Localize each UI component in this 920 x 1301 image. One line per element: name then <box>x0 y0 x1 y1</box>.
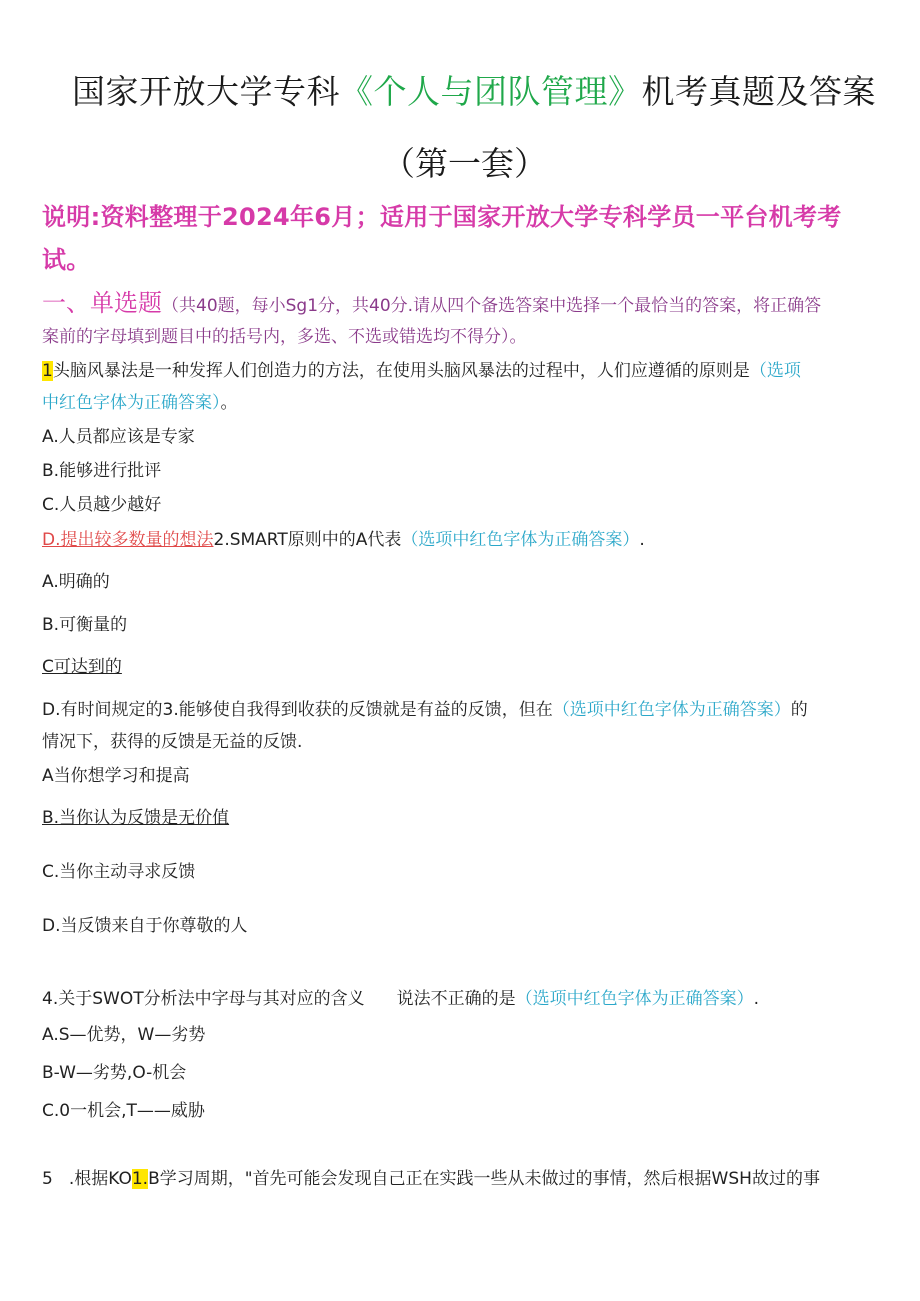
question-4-text-2: 说法不正确的是 <box>396 989 516 1009</box>
question-3-option-a: A当你想学习和提高 <box>42 766 190 786</box>
question-3-option-c: C.当你主动寻求反馈 <box>42 862 196 882</box>
question-1-line-2 <box>42 388 238 413</box>
question-1 <box>42 356 801 381</box>
question-1-text: 头脑风暴法是一种发挥人们创造力的方法，在使用头脑风暴法的过程中，人们应遵循的原则是 <box>52 361 750 381</box>
note-line-1: 说明:资料整理于2024年6月；适用于国家开放大学专科学员一平台机考考 <box>42 203 842 231</box>
page-title <box>72 66 876 113</box>
title-prefix: 国家开放大学专科 <box>72 72 340 111</box>
question-4-end: . <box>753 989 759 1009</box>
question-2-option-a: A.明确的 <box>42 572 110 592</box>
question-2-hint: （选项中红色字体为正确答案） <box>401 530 640 550</box>
question-1-option-c: C.人员越少越好 <box>42 495 162 515</box>
question-4-option-a: A.S—优势，W—劣势 <box>42 1025 206 1045</box>
question-2-option-d: D.有时间规定的 <box>42 700 163 720</box>
question-3-option-d: D.当反馈来自于你尊敬的人 <box>42 916 248 936</box>
section-description-line-2: 案前的字母填到题目中的括号内，多选、不选或错选均不得分）。 <box>42 327 527 347</box>
question-1-option-a: A.人员都应该是专家 <box>42 427 195 447</box>
page-subtitle: （第一套） <box>382 144 547 183</box>
question-4-option-c: C.0一机会,T——威胁 <box>42 1101 205 1121</box>
question-1-number: 1 <box>42 361 53 381</box>
question-2-option-b: B.可衡量的 <box>42 615 128 635</box>
question-5 <box>42 1164 820 1189</box>
question-4-option-b: B-W—劣势,O-机会 <box>42 1063 187 1083</box>
question-2-text: 2.SMART原则中的A代表 <box>213 530 402 550</box>
question-5-highlight: 1. <box>131 1169 149 1189</box>
question-3 <box>42 695 808 720</box>
question-1-hint-2: 中红色字体为正确答案） <box>42 393 221 413</box>
question-1-hint: （选项 <box>749 361 801 381</box>
course-name: 《个人与团队管理》 <box>340 72 642 111</box>
section-heading-row <box>42 283 821 318</box>
note-line-2: 试。 <box>42 246 91 274</box>
question-5-text-b: B学习周期，"首先可能会发现自己正在实践一些从未做过的事情，然后根据WSH故过的事 <box>148 1169 820 1189</box>
question-4-text: 4.关于SWOT分析法中字母与其对应的含义 <box>42 989 365 1009</box>
question-2-end: . <box>639 530 645 550</box>
question-1-option-b: B.能够进行批评 <box>42 461 162 481</box>
section-description: （共40题，每小Sg1分，共40分.请从四个备选答案中选择一个最恰当的答案，将正确答 <box>162 296 822 316</box>
question-5-number: 5 <box>42 1169 53 1189</box>
question-3-hint: （选项中红色字体为正确答案） <box>552 700 791 720</box>
question-3-end: 的 <box>790 700 808 720</box>
question-2-option-c-correct: C可达到的 <box>42 657 122 677</box>
question-4 <box>42 984 759 1009</box>
section-heading: 一、单选题 <box>42 289 162 317</box>
question-3-option-b-correct: B.当你认为反馈是无价值 <box>42 808 230 828</box>
question-1-option-d-correct: D.提出较多数量的想法 <box>42 530 214 550</box>
question-1-end: 。 <box>220 393 238 413</box>
question-3-line-2: 情况下，获得的反馈是无益的反馈. <box>42 732 303 752</box>
question-3-text: 3.能够使自我得到收获的反馈就是有益的反馈，但在 <box>162 700 553 720</box>
question-4-hint: （选项中红色字体为正确答案） <box>515 989 754 1009</box>
question-5-text-a: .根据KO <box>68 1169 132 1189</box>
title-suffix: 机考真题及答案 <box>641 72 876 111</box>
question-2 <box>42 525 645 550</box>
